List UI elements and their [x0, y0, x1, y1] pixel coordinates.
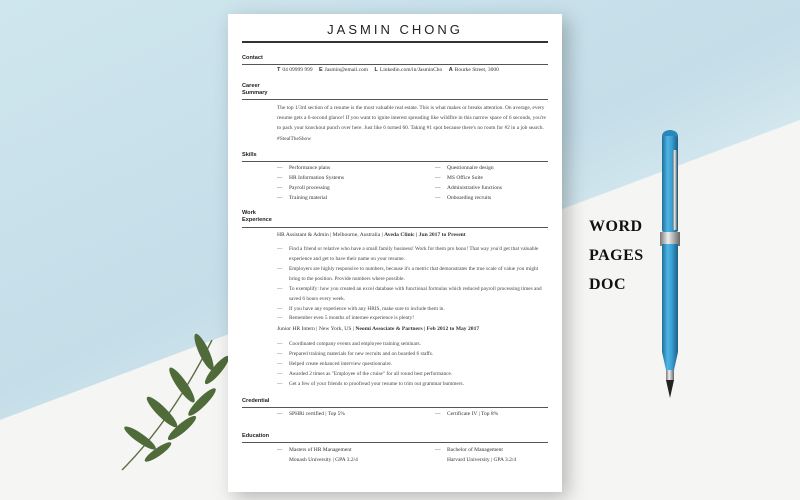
section-career-summary-heading: Career Summary: [242, 83, 268, 96]
job-bullet: — To exemplify: how you created an excel database with functional formulas which reduced payroll processing times and saved 6 hours every week.: [277, 286, 542, 302]
job-header: HR Assistant & Admin | Melbourne, Australia | Aveda Clinic | Jun 2017 to Present: [277, 232, 466, 238]
job-bullet: — Remember even 5 months of internee experience is plenty!: [277, 315, 415, 321]
address-label: A: [448, 67, 453, 73]
job-bullet: — Employers are highly responsive to numbers, because it's a metric that demonstrates the true scale of value you might bring to the position. Provide numbers where possible.: [277, 266, 539, 282]
resume-document: [228, 14, 562, 492]
resume-name: JASMIN CHONG: [327, 22, 463, 37]
section-credential-heading: Credential: [242, 398, 270, 404]
section-skills-heading: Skills: [242, 152, 257, 158]
format-word: WORD: [589, 218, 643, 235]
skill-item: — Questionnaire design: [435, 165, 494, 171]
job-bullet: — Coordinated company events and employee training seminars.: [277, 341, 421, 347]
skill-item: — Performance plans: [277, 165, 331, 171]
email-label: E: [319, 67, 323, 73]
job-bullet: — Awarded 2 times as "Employee of the cruise" for all round best performance.: [277, 371, 453, 377]
skill-item: — HR Information Systems: [277, 175, 344, 181]
job-bullet: — Prepared training materials for new recruits and on boarded 6 staffs.: [277, 351, 434, 357]
contact-details: [277, 67, 499, 73]
education-item: — Masters of HR Management Monash University | GPA 3.2/4: [277, 447, 358, 463]
skill-item: — Administrative functions: [435, 185, 502, 191]
phone-label: T: [277, 67, 281, 73]
phone-value: 04 09999 999: [282, 67, 313, 73]
section-education-heading: Education: [242, 433, 270, 439]
job-bullet: — Helped create enhanced interview questionnaire.: [277, 361, 393, 367]
name-divider: [242, 41, 548, 43]
job-bullet: — Get a few of your friends to proofread your resume to trim out grammar bummers.: [277, 381, 464, 387]
section-education-rule: [242, 442, 548, 443]
section-career-summary-rule: [242, 99, 548, 100]
skill-item: — MS Office Suite: [435, 175, 483, 181]
job-bullet: — If you have any experience with any HRIS, make sure to include them in.: [277, 306, 445, 312]
section-contact-rule: [242, 64, 548, 65]
skill-item: — Payroll processing: [277, 185, 330, 191]
education-item: — Bachelor of Management Harvard University | GPA 3.2/4: [435, 447, 517, 463]
career-summary-text: The top 1/3rd section of a resume is the most valuable real estate. This is what makes or breaks attention. On average, every resume gets a 6-second glance! If you want to ignite interest spreading like wildfire in this narrow space of 6 seconds, you're to pack your knockout punch over here. Just like 6 turned 60. Taking #1 spot because there's no room for #2 in a job search. #StealTheShow: [277, 105, 546, 142]
section-work-experience-rule: [242, 227, 548, 228]
section-credential-rule: [242, 407, 548, 408]
format-pages: PAGES: [589, 247, 644, 264]
linkedin-label: L: [374, 67, 378, 73]
job-bullet: — Find a friend or relative who have a small family business! Work for them pro bono! That way you'd get that valuable experience and get to have their name on your resume.: [277, 246, 539, 262]
file-format-list: [589, 212, 644, 299]
credential-item: — SPHRi certified | Top 5%: [277, 411, 345, 417]
format-doc: DOC: [589, 276, 627, 293]
section-contact-heading: Contact: [242, 55, 263, 61]
credential-item: — Certificate IV | Top 8%: [435, 411, 499, 417]
section-work-experience-heading: Work Experience: [242, 210, 272, 223]
skill-item: — Onboarding recruits: [435, 195, 492, 201]
job-header: Junior HR Intern | New York, US | Neomi Associate & Partners | Feb 2012 to May 2017: [277, 326, 480, 332]
address-value: Bourke Street, 3000: [454, 67, 499, 73]
email-value: Jasmin@email.com: [324, 67, 369, 73]
section-skills-rule: [242, 161, 548, 162]
linkedin-value: Linkedin.com/in/JasminCho: [379, 67, 443, 73]
blue-pen-image: [650, 120, 690, 405]
skill-item: — Training material: [277, 195, 328, 201]
